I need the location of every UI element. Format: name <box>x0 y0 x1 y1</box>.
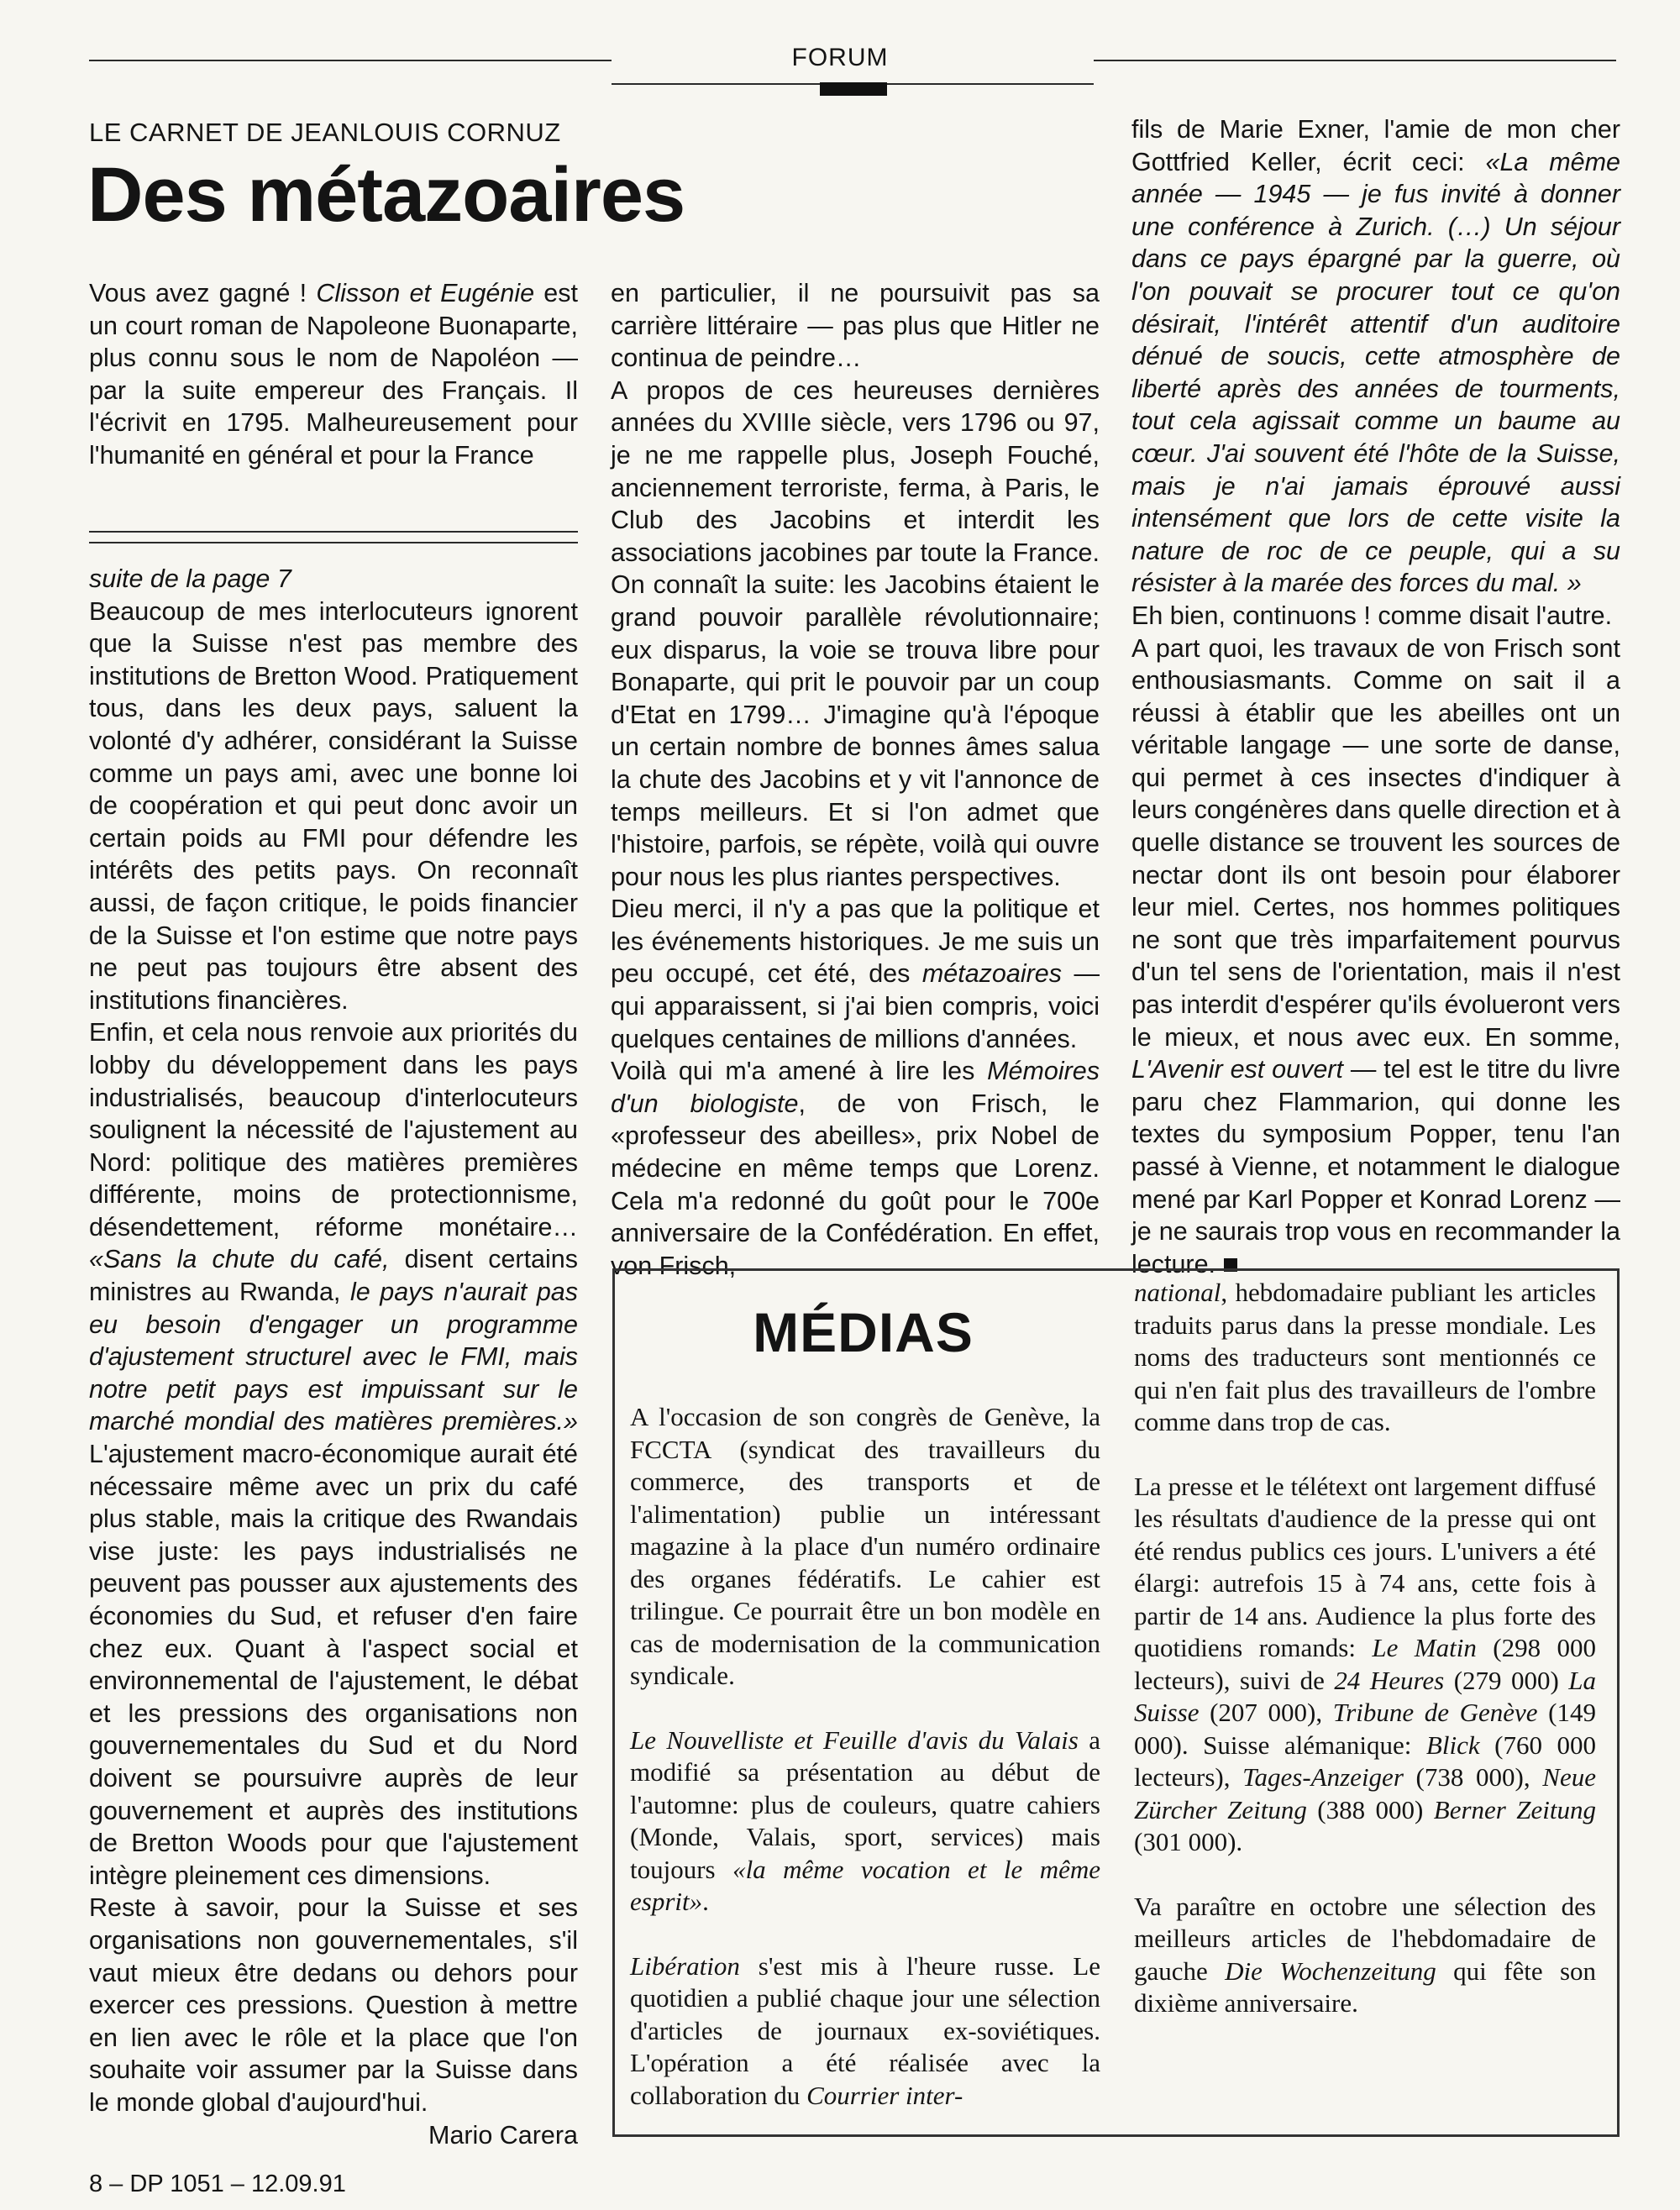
continuation-paragraph: Enfin, et cela nous renvoie aux priorités du lobby du développement dans les pays industrialisés, beaucoup d'interlocuteurs soulignent la nécessité de l'ajustement au Nord: politique des matières premières différente, moins de protectionnisme, désendettement, réforme monétaire… «Sans la chute du café, disent certains ministres au Rwanda, le pays n'aurait pas eu besoin d'engager un programme d'ajustement structurel avec le FMI, mais notre petit pays est impuissant sur le marché mondial des matières premières.» L'ajustement macro-économique aurait été nécessaire même avec un prix du café plus stable, mais la critique des Rwandais vise juste: les pays industrialisés ne peuvent pas pousser aux ajustements des économies du Sud, et refuser d'en faire chez eux. Quant à l'aspect social et environnemental de l'ajustement, le débat et les pressions des organisations non gouvernementales du Sud et du Nord doivent se poursuivre auprès de leur gouvernement et auprès des institutions de Bretton Woods pour que l'ajustement intègre pleinement ces dimensions. <box>89 1018 578 1890</box>
article-paragraph: Dieu merci, il n'y a pas que la politique et les événements historiques. Je me suis un peu occupé, cet été, des métazoaires — qui apparaissent, si j'ai bien compris, voici quelques centaines de millions d'années. <box>611 895 1100 1053</box>
continuation-label: suite de la page 7 <box>89 564 291 593</box>
courrier-international-tail: national <box>1134 1278 1221 1307</box>
column-series-label: LE CARNET DE JEANLOUIS CORNUZ <box>89 118 561 147</box>
medias-paragraph: La presse et le télétext ont largement diffusé les résultats d'audience de la presse qui ont été rendus publics ces jours. L'univers a été élargi: autrefois 15 à 74 ans, cette fois à partir de 14 ans. Audience la plus forte des quotidiens romands: Le Matin (298 000 lecteurs), suivi de 24 Heures (279 000) La Suisse (207 000), Tribune de Genève (149 000). Suisse alémanique: Blick (760 000 lecteurs), Tages-Anzeiger (738 000), Neue Zürcher Zeitung (388 000) Berner Zeitung (301 000). <box>1134 1471 1596 1856</box>
section-marker-bar <box>820 82 887 96</box>
continuation-rule-top <box>89 531 578 533</box>
continuation-rule-bottom <box>89 542 578 543</box>
continuation-column <box>89 563 578 2151</box>
article-lead-paragraph: Vous avez gagné ! Clisson et Eugénie est un court roman de Napoleone Buonaparte, plus connu sous le nom de Napoléon — par la suite empereur des Français. Il l'écrivit en 1795. Malheureusement pour l'humanité en général et pour la France <box>89 279 578 470</box>
article-column-2 <box>611 277 1100 1282</box>
medias-paragraph: Le Nouvelliste et Feuille d'avis du Valais a modifié sa présentation au début de l'automne: plus de couleurs, quatre cahiers (Monde, Valais, sport, services) mais toujours «la même vocation et le même esprit». <box>630 1724 1100 1916</box>
article-paragraph: A part quoi, les travaux de von Frisch sont enthousiasmants. Comme on sait il a réussi à établir que les abeilles ont un véritable langage — une sorte de danse, qui permet à ces insectes d'indiquer à leurs congénères dans quelle direction et à quelle distance se trouvent les sources de nectar dont ils ont besoin pour élaborer leur miel. Certes, nos hommes politiques ne sont que très imparfaitement pourvus d'un tel sens de l'orientation, mais il n'est pas interdit d'espérer qu'ils évolueront vers le mieux, et nous avec eux. En somme, L'Avenir est ouvert — tel est le titre du livre paru chez Flammarion, qui donne les textes du symposium Popper, tenu l'an passé à Vienne, et notamment le dialogue mené par Karl Popper et Konrad Lorenz — je ne saurais trop vous en recommander la lecture. <box>1131 633 1620 1278</box>
article-paragraph: Voilà qui m'a amené à lire les Mémoires d'un biologiste, de von Frisch, le «professeur des abeilles», prix Nobel de médecine en même temps que Lorenz. Cela m'a redonné du goût pour le 700e anniversaire de la Confédération. En effet, von Frisch, <box>611 1057 1100 1280</box>
page-folio: 8 – DP 1051 – 12.09.91 <box>89 2171 346 2197</box>
medias-title: MÉDIAS <box>753 1301 974 1363</box>
medias-paragraph: Va paraître en octobre une sélection des meilleurs articles de l'hebdomadaire de gauche Die Wochenzeitung qui fête son dixième anniversaire. <box>1134 1891 1597 2018</box>
article-paragraph: A propos de ces heureuses dernières années du XVIIIe siècle, vers 1796 ou 97, je ne me rappelle plus, Joseph Fouché, anciennement terroriste, ferma, à Paris, le Club des Jacobins et interdit les associations jacobines par toute la France. On connaît la suite: les Jacobins étaient le grand pouvoir parallèle révolutionnaire; eux disparus, la voie se trouva libre pour Bonaparte, qui prit le pouvoir par un coup d'Etat en 1799… J'imagine qu'à l'époque un certain nombre de bonnes âmes salua la chute des Jacobins et y vit l'annonce de temps meilleurs. Et si l'on admet que l'histoire, parfois, se répète, voilà qui ouvre pour nous les plus riantes perspectives. <box>611 375 1100 891</box>
article-paragraph: fils de Marie Exner, l'amie de mon cher Gottfried Keller, écrit ceci: «La même année — 1945 — je fus invité à donner une conférence à Zurich. (…) Un séjour dans ce pays épargné par la guerre, où l'on pouvait se procurer tout ce qu'on désirait, l'intérêt attentif d'un auditoire dénué de soucis, cette atmosphère de liberté après des années de tourments, tout cela agissait comme un baume au cœur. J'ai souvent été l'hôte de la Suisse, mais je n'ai jamais éprouvé aussi intensément que lors de cette visite la nature de roc de ce peuple, qui a su résister à la marée des forces du mal. » <box>1131 115 1620 598</box>
medias-paragraph: Libération s'est mis à l'heure russe. Le quotidien a publié chaque jour une sélection d'articles de journaux ex-soviétiques. L'opération a été réalisée avec la collaboration du Courrier inter- <box>630 1950 1100 2110</box>
article-paragraph: en particulier, il ne poursuivit pas sa carrière littéraire — pas plus que Hitler ne continua de peindre… <box>611 279 1100 373</box>
article-paragraph: Eh bien, continuons ! comme disait l'autre. <box>1131 601 1613 630</box>
continuation-paragraph: Beaucoup de mes interlocuteurs ignorent que la Suisse n'est pas membre des institutions de Bretton Wood. Pratiquement tous, dans les deux pays, saluent la volonté d'y adhérer, considérant la Suisse comme un pays ami, avec une bonne loi de coopération et qui peut donc avoir un certain poids au FMI pour défendre les intérêts des petits pays. On reconnaît aussi, de façon critique, le poids financier de la Suisse et l'on estime que notre pays ne peut pas toujours être absent des institutions financières. <box>89 596 578 1015</box>
article-headline: Des métazoaires <box>87 152 685 238</box>
article-column-3 <box>1131 113 1620 1280</box>
section-label: FORUM <box>791 44 889 71</box>
continuation-paragraph: Reste à savoir, pour la Suisse et ses organisations non gouvernementales, s'il vaut mieux être dedans ou dehors pour exercer ces pressions. Question à mettre en lien avec le rôle et la place que l'on souhaite voir assumer par la Suisse dans le monde global d'aujourd'hui. <box>89 1893 578 2117</box>
header-rule-right <box>1094 60 1616 61</box>
article-lead-column <box>89 277 578 472</box>
author-signature: Mario Carera <box>428 2120 578 2150</box>
medias-paragraph: A l'occasion de son congrès de Genève, la FCCTA (syndicat des travailleurs du commerce, des transports et de l'alimentation) publie un intéressant magazine à la place d'un numéro ordinaire des organes fédératifs. Le cahier est trilingue. Ce pourrait être un bon modèle en cas de modernisation de la communication syndicale. <box>630 1402 1100 1690</box>
header-rule-left <box>89 60 612 61</box>
medias-column-right-flow <box>1134 1277 1596 2020</box>
medias-paragraph: national, hebdomadaire publiant les articles traduits parus dans la presse mondiale. Les noms des traducteurs sont mentionnés ce qui n'en fait plus des travailleurs de l'ombre comme dans trop de cas. <box>1134 1278 1596 1436</box>
medias-column-left <box>630 1401 1100 2112</box>
